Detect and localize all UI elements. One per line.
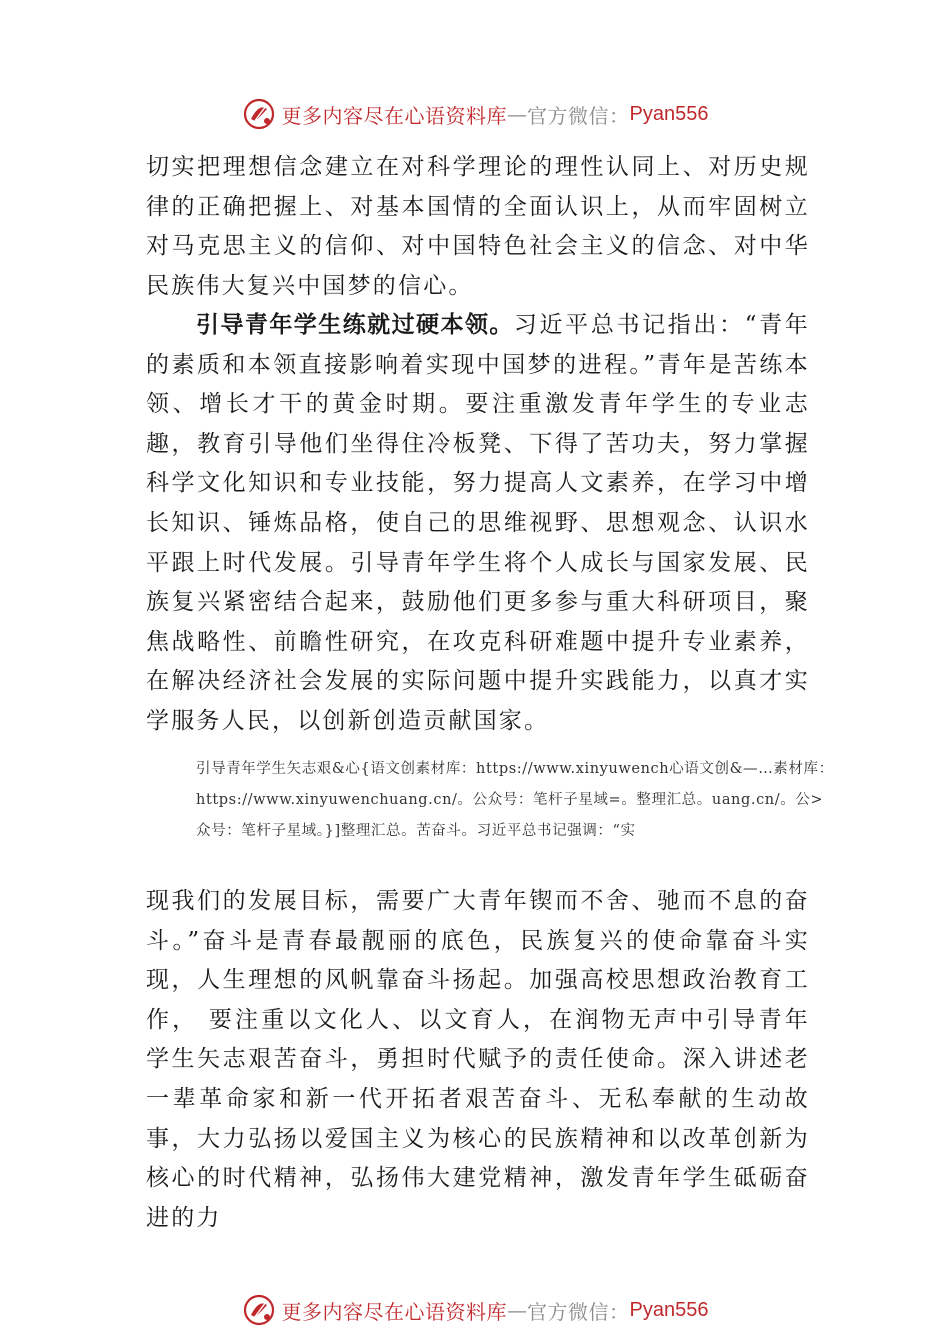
header-contact-label: 官方微信： (527, 103, 630, 128)
header-separator: — (507, 102, 528, 126)
footer-separator: — (507, 1298, 528, 1322)
footer-brand-text: 更多内容尽在心语资料库 (281, 1299, 508, 1324)
inline-note: 引导青年学生矢志艰&心{语文创素材库：https://www.xinyuwench心语文创&—…素材库：https://www.xinyuwenchuang.cn/。公众号：笔杆子星域=。整理汇总。uang.cn/。公>众号：笔杆子星域。}]整理汇总。苦奋斗。习近平总书记强调：“实 (196, 761, 834, 839)
header-brand-text: 更多内容尽在心语资料库 (281, 103, 508, 128)
logo-icon (242, 97, 276, 131)
paragraph-3: 现我们的发展目标，需要广大青年锲而不舍、驰而不息的奋斗。”奋斗是青春最靓丽的底色，民族复兴的使命靠奋斗实现，人生理想的风帆靠奋斗扬起。加强高校思想政治教育工作， 要注重以文化人、以文育人，在润物无声中引导青年学生矢志艰苦奋斗，勇担时代赋予的责任使命。深入讲述老一辈革命家和新一代开拓者艰苦奋斗、无私奉献的生动故事，大力弘扬以爱国主义为核心的民族精神和以改革创新为核心的时代精神，弘扬伟大建党精神，激发青年学生砥砺奋进的力 (146, 888, 810, 1231)
footer-banner (0, 1290, 950, 1330)
paragraph-1: 切实把理想信念建立在对科学理论的理性认同上、对历史规律的正确把握上、对基本国情的全面认识上，从而牢固树立对马克思主义的信仰、对中国特色社会主义的信念、对中华民族伟大复兴中国梦的信心。 (146, 154, 810, 299)
paragraph-2-text: 习近平总书记指出：“青年的素质和本领直接影响着实现中国梦的进程。”青年是苦练本领、增长才干的黄金时期。要注重激发青年学生的专业志趣，教育引导他们坐得住冷板凳、下得了苦功夫，努力掌握科学文化知识和专业技能，努力提高人文素养，在学习中增长知识、锤炼品格，使自己的思维视野、思想观念、认识水平跟上时代发展。引导青年学生将个人成长与国家发展、民族复兴紧密结合起来，鼓励他们更多参与重大科研项目，聚焦战略性、前瞻性研究，在攻克科研难题中提升专业素养，在解决经济社会发展的实际问题中提升实践能力，以真才实学服务人民，以创新创造贡献国家。 (146, 312, 810, 734)
logo-icon (242, 1293, 276, 1327)
footer-contact-id: Pyan556 (629, 1298, 709, 1321)
header-contact-id: Pyan556 (629, 102, 709, 125)
paragraph-2 (146, 306, 810, 742)
header-banner (0, 94, 950, 134)
footer-contact-label: 官方微信： (527, 1299, 630, 1324)
paragraph-2-lead: 引导青年学生练就过硬本领。 (196, 312, 514, 338)
